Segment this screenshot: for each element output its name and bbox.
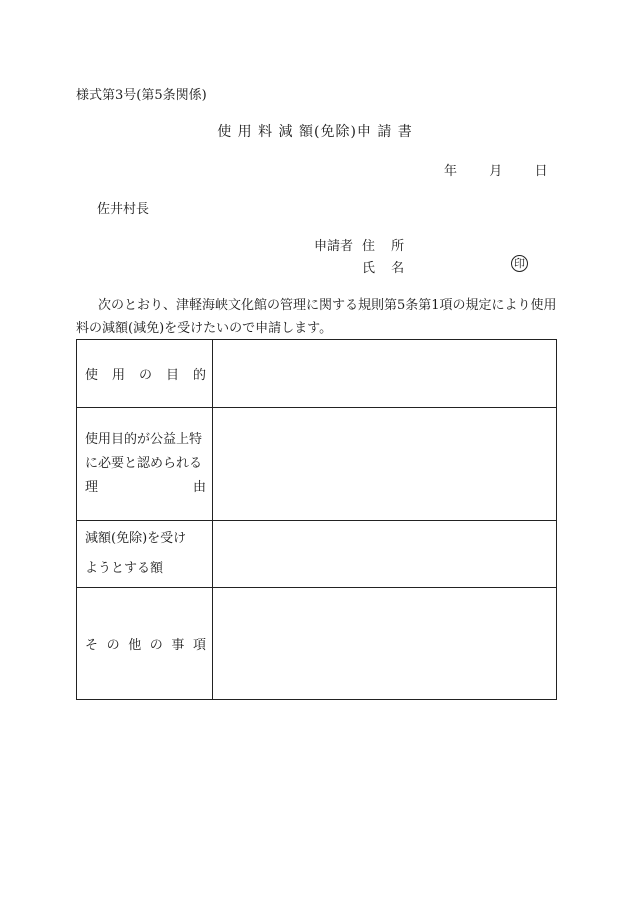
year-label: 年 bbox=[444, 164, 458, 179]
purpose-label: 使 用 の 目 的 bbox=[77, 340, 213, 408]
reduction-amount-field[interactable] bbox=[213, 521, 557, 588]
form-number: 様式第3号(第5条関係) bbox=[76, 88, 207, 103]
reason-field[interactable] bbox=[213, 408, 557, 521]
reason-label: 使用目的が公益上特 に必要と認められる 理 由 bbox=[77, 408, 213, 521]
document-title: 使 用 料 減 額(免除)申 請 書 bbox=[217, 124, 413, 140]
reduction-amount-label: 減額(免除)を受け ようとする額 bbox=[77, 521, 213, 588]
applicant-label: 申請者 bbox=[314, 239, 354, 254]
date-line bbox=[444, 160, 548, 179]
other-matters-field[interactable] bbox=[213, 588, 557, 700]
reason-char-2: 由 bbox=[192, 480, 206, 495]
table-row bbox=[77, 340, 557, 408]
seal-mark: 印 bbox=[511, 255, 528, 272]
table-row bbox=[77, 588, 557, 700]
month-label: 月 bbox=[489, 164, 503, 179]
table-row bbox=[77, 408, 557, 521]
application-table bbox=[76, 339, 557, 700]
address-label: 住 所 bbox=[362, 239, 411, 254]
table-row bbox=[77, 521, 557, 588]
purpose-field[interactable] bbox=[213, 340, 557, 408]
day-label: 日 bbox=[534, 164, 548, 179]
other-matters-label: そ の 他 の 事 項 bbox=[77, 588, 213, 700]
addressee: 佐井村長 bbox=[97, 202, 150, 217]
body-text: 次のとおり、津軽海峡文化館の管理に関する規則第5条第1項の規定により使用料の減額(減免)を受けたいので申請します。 bbox=[76, 298, 557, 336]
name-label: 氏 名 bbox=[362, 261, 411, 276]
reason-label-last bbox=[85, 476, 206, 500]
reason-char-1: 理 bbox=[85, 480, 99, 495]
